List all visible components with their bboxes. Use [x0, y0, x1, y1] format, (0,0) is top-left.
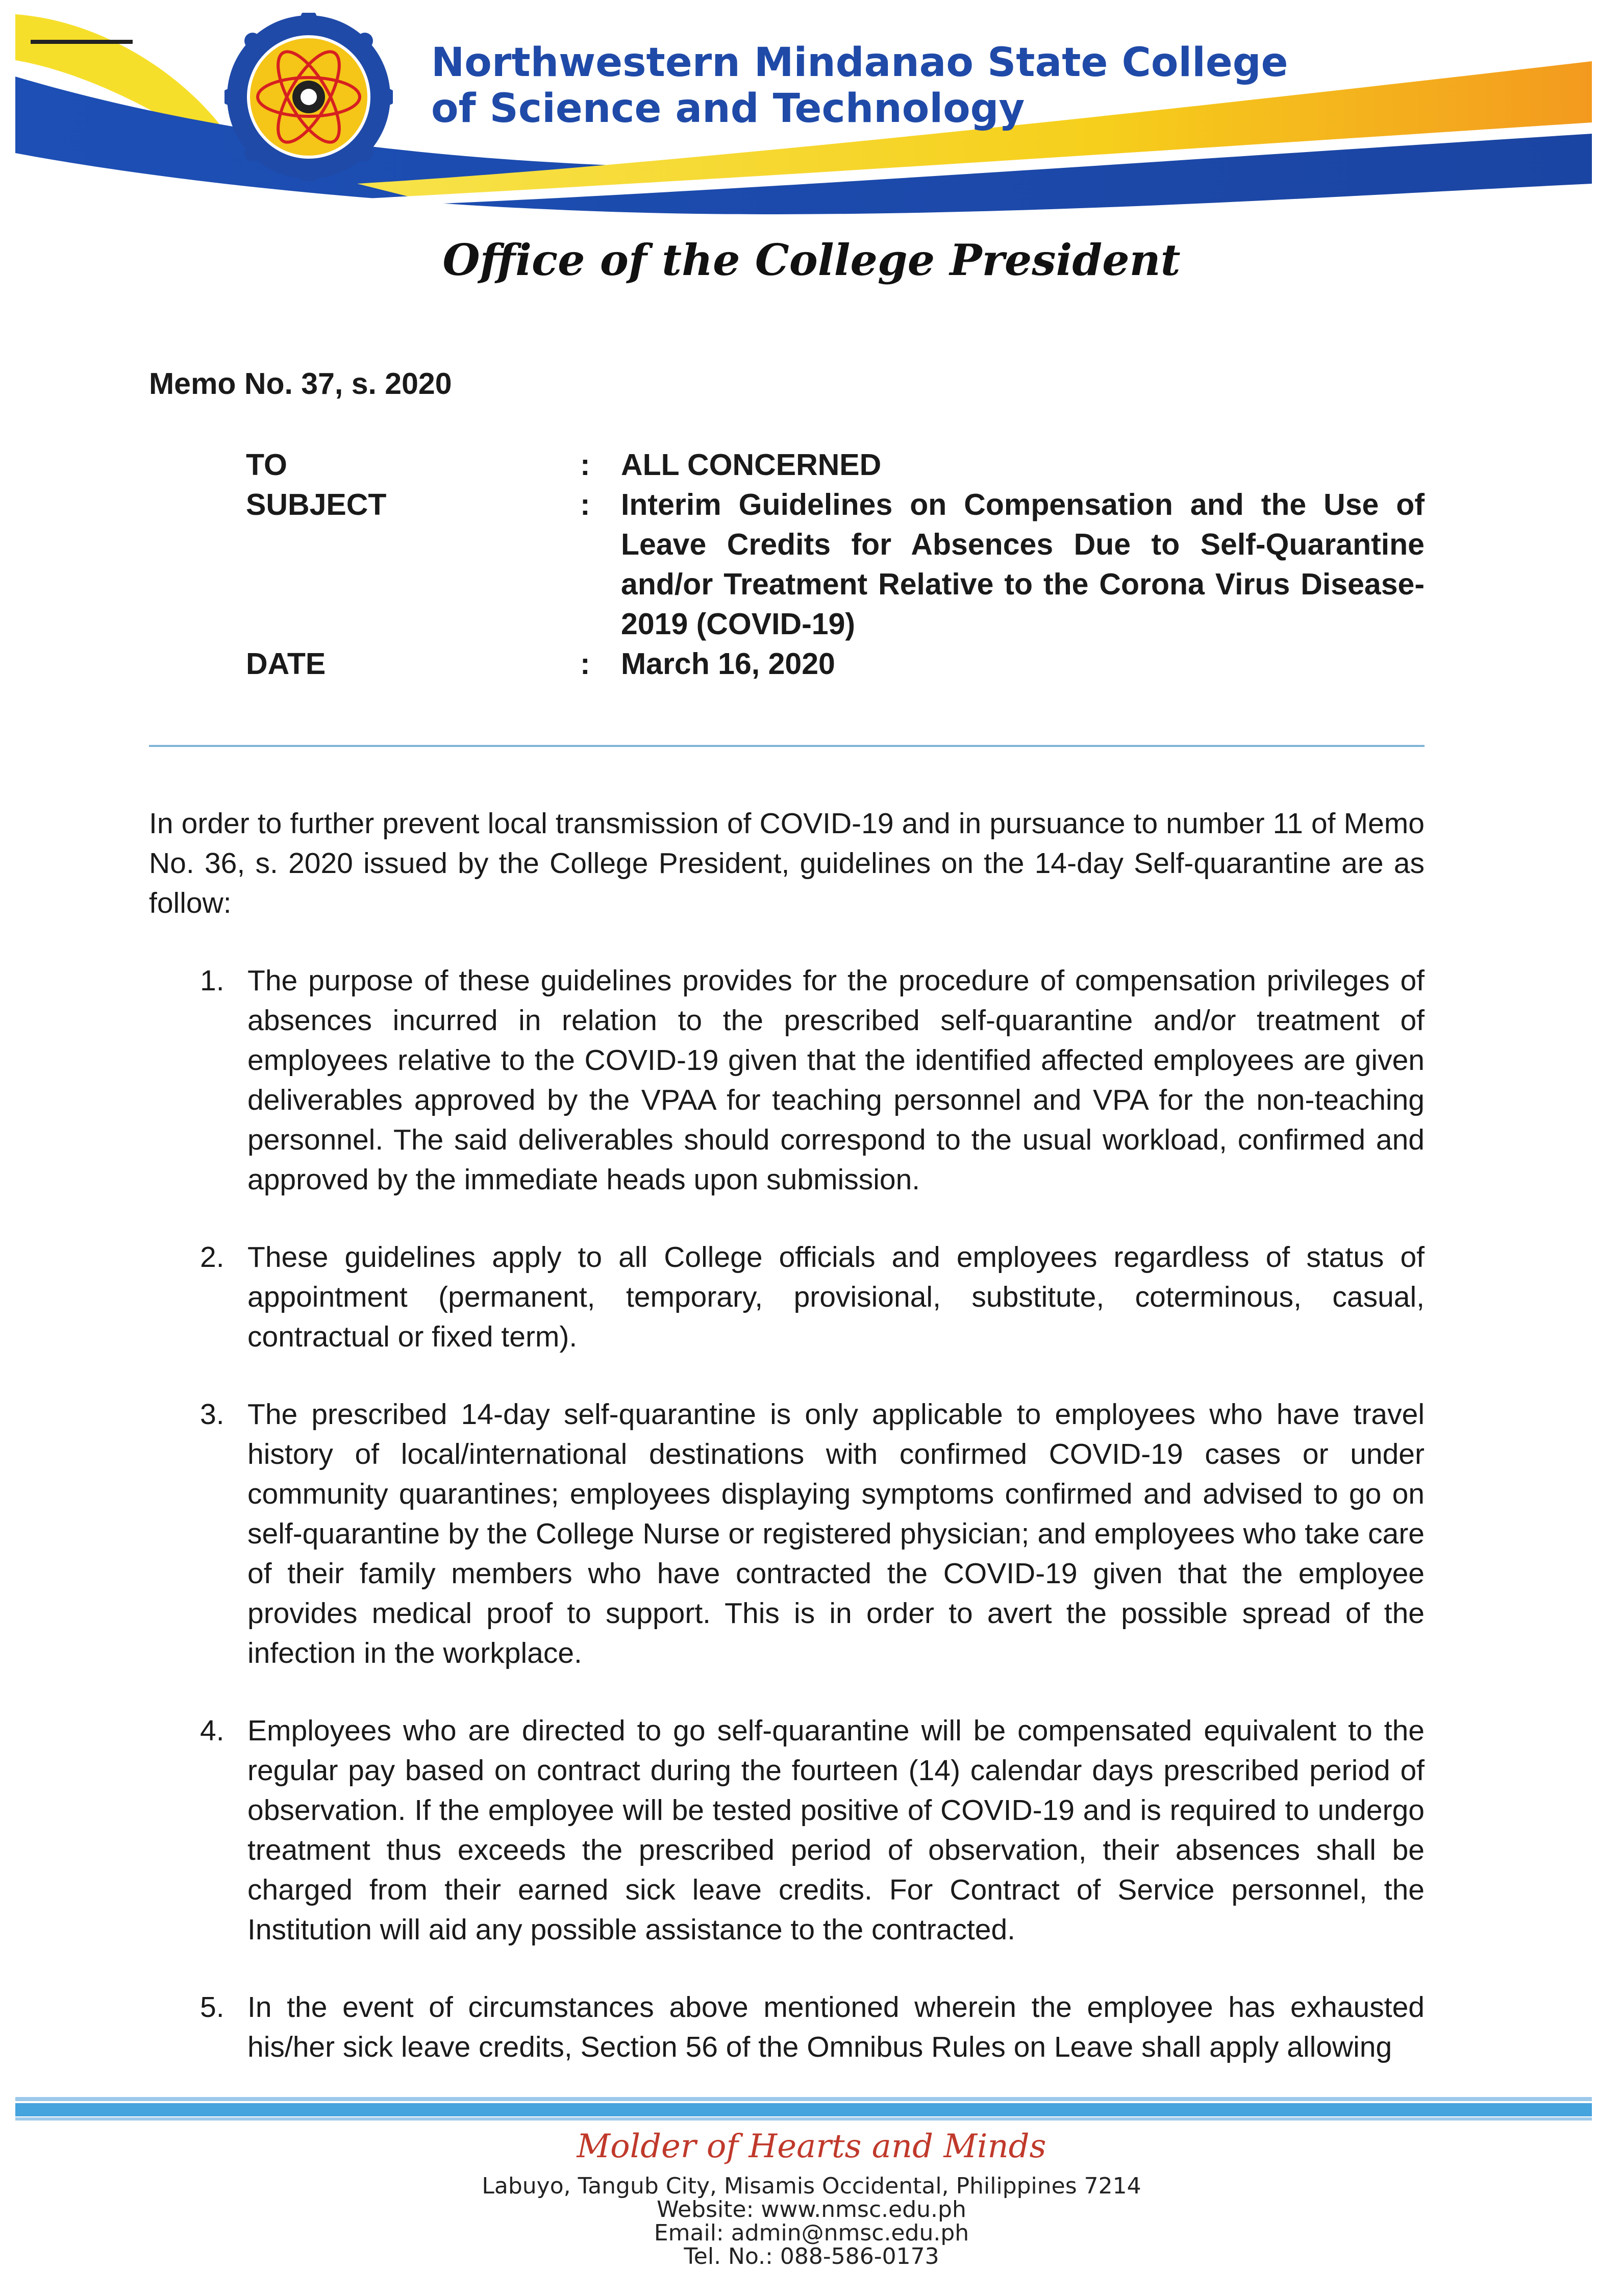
footer-bar	[15, 2097, 1592, 2122]
item-number: 5.	[200, 1991, 224, 2024]
memo-field-date	[246, 644, 1425, 684]
item-text: The prescribed 14-day self-quarantine is only applicable to employees who have travel history of local/international destinations with confirmed COVID-19 cases or under community quarantines; employees displaying symptoms confirmed and advised to go on self-quarantine by the College Nurse or registered physician; and employees who take care of their family members who have contracted the COVID-19 given that the employee provides medical proof to support. This is in order to avert the possible spread of the infection in the workplace.	[247, 1398, 1425, 1669]
guideline-list	[149, 961, 1425, 2067]
field-value: Interim Guidelines on Compensation and the Use of Leave Credits for Absences Due to Self-Quarantine and/or Treatment Relative to the Corona Virus Disease-2019 (COVID-19)	[621, 488, 1425, 641]
field-value: ALL CONCERNED	[621, 448, 882, 482]
list-item	[149, 1711, 1425, 1950]
telephone: Tel. No.: 088-586-0173	[684, 2243, 939, 2269]
email-link[interactable]: Email: admin@nmsc.edu.ph	[654, 2220, 969, 2246]
divider	[149, 745, 1425, 747]
memo-number: Memo No. 37, s. 2020	[149, 367, 452, 401]
website-link[interactable]: Website: www.nmsc.edu.ph	[657, 2197, 966, 2223]
item-text: These guidelines apply to all College officials and employees regardless of status of appointment (permanent, temporary, provisional, substitute, coterminous, casual, contractual or fixed term).	[247, 1241, 1425, 1353]
memo-field-subject	[246, 485, 1425, 644]
field-label: DATE	[246, 647, 326, 681]
field-colon: :	[580, 647, 590, 681]
contact-info	[0, 2175, 1623, 2268]
college-name-line2: of Science and Technology	[431, 86, 1025, 132]
college-name	[431, 40, 1288, 132]
item-number: 1.	[200, 964, 224, 997]
field-label: TO	[246, 448, 287, 482]
item-text: In the event of circumstances above mentioned wherein the employee has exhausted his/her sick leave credits, Section 56 of the Omnibus Rules on Leave shall apply allowing	[247, 1991, 1425, 2063]
field-label: SUBJECT	[246, 488, 387, 521]
address: Labuyo, Tangub City, Misamis Occidental, Philippines 7214	[482, 2173, 1141, 2199]
list-item	[149, 1394, 1425, 1673]
field-colon: :	[580, 488, 590, 521]
intro-paragraph: In order to further prevent local transmission of COVID-19 and in pursuance to number 11 of Memo No. 36, s. 2020 issued by the College President, guidelines on the 14-day Self-quarantine are as follow:	[149, 807, 1425, 919]
college-name-line1: Northwestern Mindanao State College	[431, 40, 1288, 86]
memo-body	[149, 804, 1425, 2105]
memo-fields	[246, 445, 1425, 684]
list-item	[149, 1237, 1425, 1357]
item-number: 4.	[200, 1714, 224, 1747]
list-item	[149, 961, 1425, 1200]
college-seal-icon	[224, 13, 393, 181]
list-item	[149, 1987, 1425, 2067]
item-text: Employees who are directed to go self-quarantine will be compensated equivalent to the regular pay based on contract during the fourteen (14) calendar days prescribed period of observation. If the employee will be tested positive of COVID-19 and is required to undergo treatment thus exceeds the prescribed period of observation, their absences shall be charged from their earned sick leave credits. For Contract of Service personnel, the Institution will aid any possible assistance to the contracted.	[247, 1714, 1425, 1946]
field-value: March 16, 2020	[621, 647, 835, 681]
item-number: 3.	[200, 1398, 224, 1431]
college-motto: Molder of Hearts and Minds	[577, 2128, 1046, 2165]
office-title: Office of the College President	[442, 235, 1181, 285]
memo-field-to	[246, 445, 1425, 485]
field-colon: :	[580, 448, 590, 482]
item-number: 2.	[200, 1241, 224, 1274]
item-text: The purpose of these guidelines provides for the procedure of compensation privileges of absences incurred in relation to the prescribed self-quarantine and/or treatment of employees relative to the COVID-19 given that the identified affected employees are given deliverables approved by the VPAA for teaching personnel and VPA for the non-teaching personnel. The said deliverables should correspond to the usual workload, confirmed and approved by the immediate heads upon submission.	[247, 964, 1425, 1196]
